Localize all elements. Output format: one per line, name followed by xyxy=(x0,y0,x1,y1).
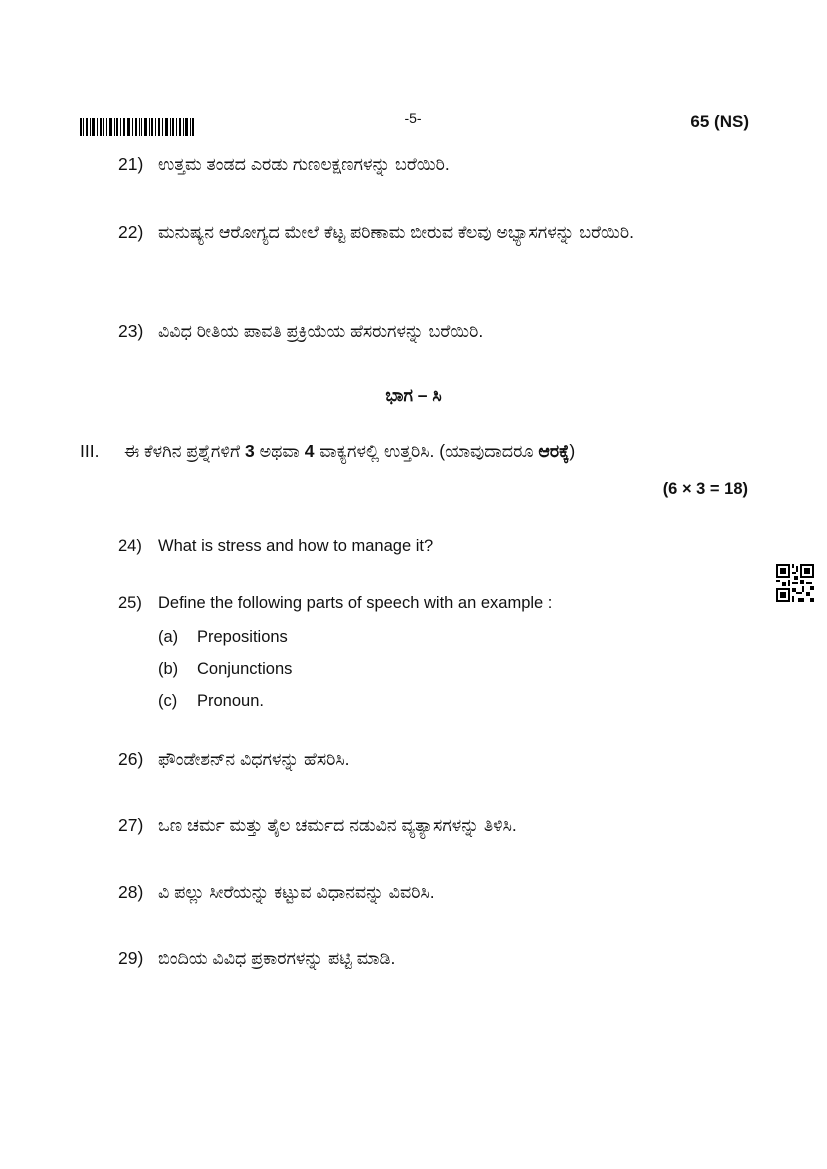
question-text: What is stress and how to manage it? xyxy=(158,537,434,555)
instruction-number: 4 xyxy=(304,441,315,461)
question-22 xyxy=(118,216,754,248)
barcode-icon xyxy=(80,118,194,136)
question-text: ಒಣ ಚರ್ಮ ಮತ್ತು ತೈಲ ಚರ್ಮದ ನಡುವಿನ ವ್ಯತ್ಯಾಸಗಳನ್ನು ತಿಳಿಸಿ. xyxy=(158,815,517,835)
question-number: 29) xyxy=(118,948,144,968)
question-number: 24) xyxy=(118,537,142,555)
section-title: ಭಾಗ – ಸಿ xyxy=(385,385,442,405)
question-text: ಫೌಂಡೇಶನ್‌ನ ವಿಧಗಳನ್ನು ಹೆಸರಿಸಿ. xyxy=(158,749,350,769)
question-26 xyxy=(118,743,754,775)
question-text: ವಿವಿಧ ರೀತಿಯ ಪಾವತಿ ಪ್ರಕ್ರಿಯೆಯ ಹೆಸರುಗಳನ್ನು ಬರೆಯಿರಿ. xyxy=(158,321,484,341)
instruction-part: ) xyxy=(569,441,576,461)
subpart-label: (b) xyxy=(158,660,179,678)
section-marks: (6 × 3 = 18) xyxy=(662,480,748,498)
question-24 xyxy=(118,530,754,562)
instruction-part: ಈ ಕೆಳಗಿನ ಪ್ರಶ್ನೆಗಳಿಗೆ xyxy=(124,441,245,461)
question-text: Define the following parts of speech with an example : xyxy=(158,594,553,612)
question-number: 21) xyxy=(118,154,144,174)
question-25 xyxy=(118,587,754,619)
question-number: 25) xyxy=(118,594,142,612)
question-number: 23) xyxy=(118,321,144,341)
page-number: -5- xyxy=(404,110,422,126)
question-text: ಉತ್ತಮ ತಂಡದ ಎರಡು ಗುಣಲಕ್ಷಣಗಳನ್ನು ಬರೆಯಿರಿ. xyxy=(158,154,450,174)
section-roman-number: III. xyxy=(80,441,100,461)
question-number: 27) xyxy=(118,815,144,835)
question-25-subparts xyxy=(158,621,558,717)
question-text: ಮನುಷ್ಯನ ಆರೋಗ್ಯದ ಮೇಲೆ ಕೆಟ್ಟ ಪರಿಣಾಮ ಬೀರುವ ಕೆಲವು ಅಭ್ಯಾಸಗಳನ್ನು ಬರೆಯಿರಿ. xyxy=(158,222,634,242)
subpart-a xyxy=(158,621,558,653)
instruction-number: 3 xyxy=(244,441,255,461)
subpart-label: (a) xyxy=(158,628,179,646)
question-number: 22) xyxy=(118,222,144,242)
question-number: 28) xyxy=(118,882,144,902)
instruction-text xyxy=(124,436,575,466)
paper-code: 65 (NS) xyxy=(690,112,749,131)
question-text: ವಿ ಪಲ್ಲು ಸೀರೆಯನ್ನು ಕಟ್ಟುವ ವಿಧಾನವನ್ನು ವಿವರಿಸಿ. xyxy=(158,882,435,902)
subpart-c xyxy=(158,685,558,717)
subpart-b xyxy=(158,653,558,685)
instruction-part: ವಾಕ್ಯಗಳಲ್ಲಿ ಉತ್ತರಿಸಿ. (ಯಾವುದಾದರೂ xyxy=(314,441,539,461)
subpart-label: (c) xyxy=(158,692,178,710)
question-21 xyxy=(118,148,754,180)
question-27 xyxy=(118,809,754,841)
qr-code-icon xyxy=(776,564,814,602)
subpart-text: Pronoun. xyxy=(197,692,264,710)
subpart-text: Conjunctions xyxy=(197,660,293,678)
subpart-text: Prepositions xyxy=(197,628,288,646)
instruction-part: ಅಥವಾ xyxy=(254,441,305,461)
question-28 xyxy=(118,876,754,908)
question-text: ಬಿಂದಿಯ ವಿವಿಧ ಪ್ರಕಾರಗಳನ್ನು ಪಟ್ಟಿ ಮಾಡಿ. xyxy=(158,948,396,968)
question-23 xyxy=(118,315,754,347)
instruction-count: ಆರಕ್ಕೆ xyxy=(538,441,570,461)
question-number: 26) xyxy=(118,749,144,769)
question-29 xyxy=(118,942,754,974)
